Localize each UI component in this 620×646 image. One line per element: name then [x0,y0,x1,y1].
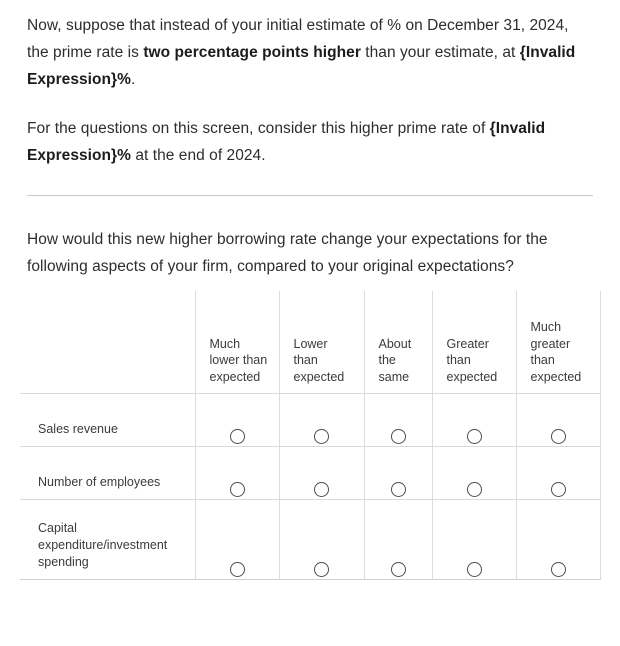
radio-button-icon[interactable] [467,482,482,497]
table-row [20,447,600,500]
matrix-column-header-greater: Greater than expected [432,291,516,394]
radio-button-icon[interactable] [391,482,406,497]
radio-button-icon[interactable] [467,429,482,444]
matrix-column-header-lower: Lower than expected [279,291,364,394]
matrix-column-header-much-lower: Much lower than expected [195,291,279,394]
radio-button-icon[interactable] [391,429,406,444]
intro-p1-emphasis-rate-change: two percentage points higher [143,44,361,61]
intro-p1-text-e: . [130,71,136,88]
radio-button-icon[interactable] [551,429,566,444]
radio-button-icon[interactable] [551,482,566,497]
matrix-cell-sales-revenue-lower[interactable] [279,394,364,447]
matrix-cell-capital-expenditure-greater[interactable] [432,500,516,580]
matrix-cell-capital-expenditure-about-the-same[interactable] [364,500,432,580]
intro-p2-emphasis-rate-value: {Invalid Expression}% [27,120,546,164]
matrix-cell-capital-expenditure-much-lower[interactable] [195,500,279,580]
matrix-cell-number-of-employees-about-the-same[interactable] [364,447,432,500]
radio-button-icon[interactable] [467,562,482,577]
intro-p2-text-a: For the questions on this screen, consider this higher prime rate of [27,120,490,137]
intro-p1-text-a: Now, suppose that instead of your initial estimate of % on December 31, 2024, the prime rate is [27,17,569,61]
question-prompt: How would this new higher borrowing rate change your expectations for the following aspects of your firm, compared to your original expectations? [27,231,548,275]
matrix-corner-cell [20,291,195,394]
intro-p2-text-c: at the end of 2024. [130,147,266,164]
radio-button-icon[interactable] [551,562,566,577]
intro-p1-emphasis-rate-value: {Invalid Expression}% [27,44,576,88]
matrix-cell-capital-expenditure-much-greater[interactable] [516,500,600,580]
matrix-cell-number-of-employees-lower[interactable] [279,447,364,500]
matrix-table [20,291,601,580]
radio-button-icon[interactable] [230,429,245,444]
radio-button-icon[interactable] [314,562,329,577]
radio-button-icon[interactable] [230,562,245,577]
matrix-column-header-about-the-same: About the same [364,291,432,394]
matrix-cell-sales-revenue-about-the-same[interactable] [364,394,432,447]
matrix-cell-number-of-employees-greater[interactable] [432,447,516,500]
table-row [20,394,600,447]
matrix-cell-sales-revenue-much-lower[interactable] [195,394,279,447]
radio-button-icon[interactable] [314,482,329,497]
matrix-cell-capital-expenditure-lower[interactable] [279,500,364,580]
intro-paragraph-2 [27,93,593,169]
matrix-body [20,394,600,580]
matrix-question-wrapper [0,280,620,580]
radio-button-icon[interactable] [314,429,329,444]
matrix-row-label-capital-expenditure: Capital expenditure/investment spending [20,500,195,580]
matrix-cell-number-of-employees-much-lower[interactable] [195,447,279,500]
matrix-cell-sales-revenue-much-greater[interactable] [516,394,600,447]
matrix-header-row [20,291,600,394]
table-row [20,500,600,580]
intro-paragraph-1 [27,0,593,93]
matrix-cell-sales-revenue-greater[interactable] [432,394,516,447]
matrix-row-label-sales-revenue: Sales revenue [20,394,195,447]
radio-button-icon[interactable] [230,482,245,497]
matrix-header [20,291,600,394]
intro-p1-text-c: than your estimate, at [360,44,520,61]
matrix-cell-number-of-employees-much-greater[interactable] [516,447,600,500]
matrix-column-header-much-greater: Much greater than expected [516,291,600,394]
intro-section [0,0,620,169]
radio-button-icon[interactable] [391,562,406,577]
matrix-row-label-number-of-employees: Number of employees [20,447,195,500]
